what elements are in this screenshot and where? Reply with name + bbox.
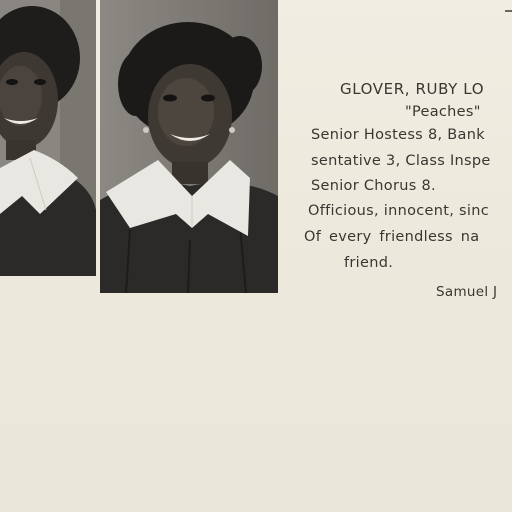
activity-line: Senior Hostess 8, Bank [311, 127, 485, 143]
entry-text [300, 74, 512, 314]
quote-line: friend. [344, 255, 394, 271]
student-photo-right [100, 0, 278, 293]
student-name: GLOVER, RUBY LO [340, 80, 485, 98]
quote-attribution: Samuel J [436, 284, 498, 300]
student-photo-left [0, 0, 96, 276]
activity-line: sentative 3, Class Inspe [311, 153, 491, 169]
portrait-left-image [0, 0, 96, 276]
page-edge-mark [505, 10, 512, 12]
quote-line: Of every friendless na [304, 229, 480, 245]
quote-line: Officious, innocent, sinc [308, 203, 489, 219]
portrait-right-image [100, 0, 278, 293]
student-nickname: "Peaches" [405, 104, 481, 120]
activity-line: Senior Chorus 8. [311, 178, 436, 194]
